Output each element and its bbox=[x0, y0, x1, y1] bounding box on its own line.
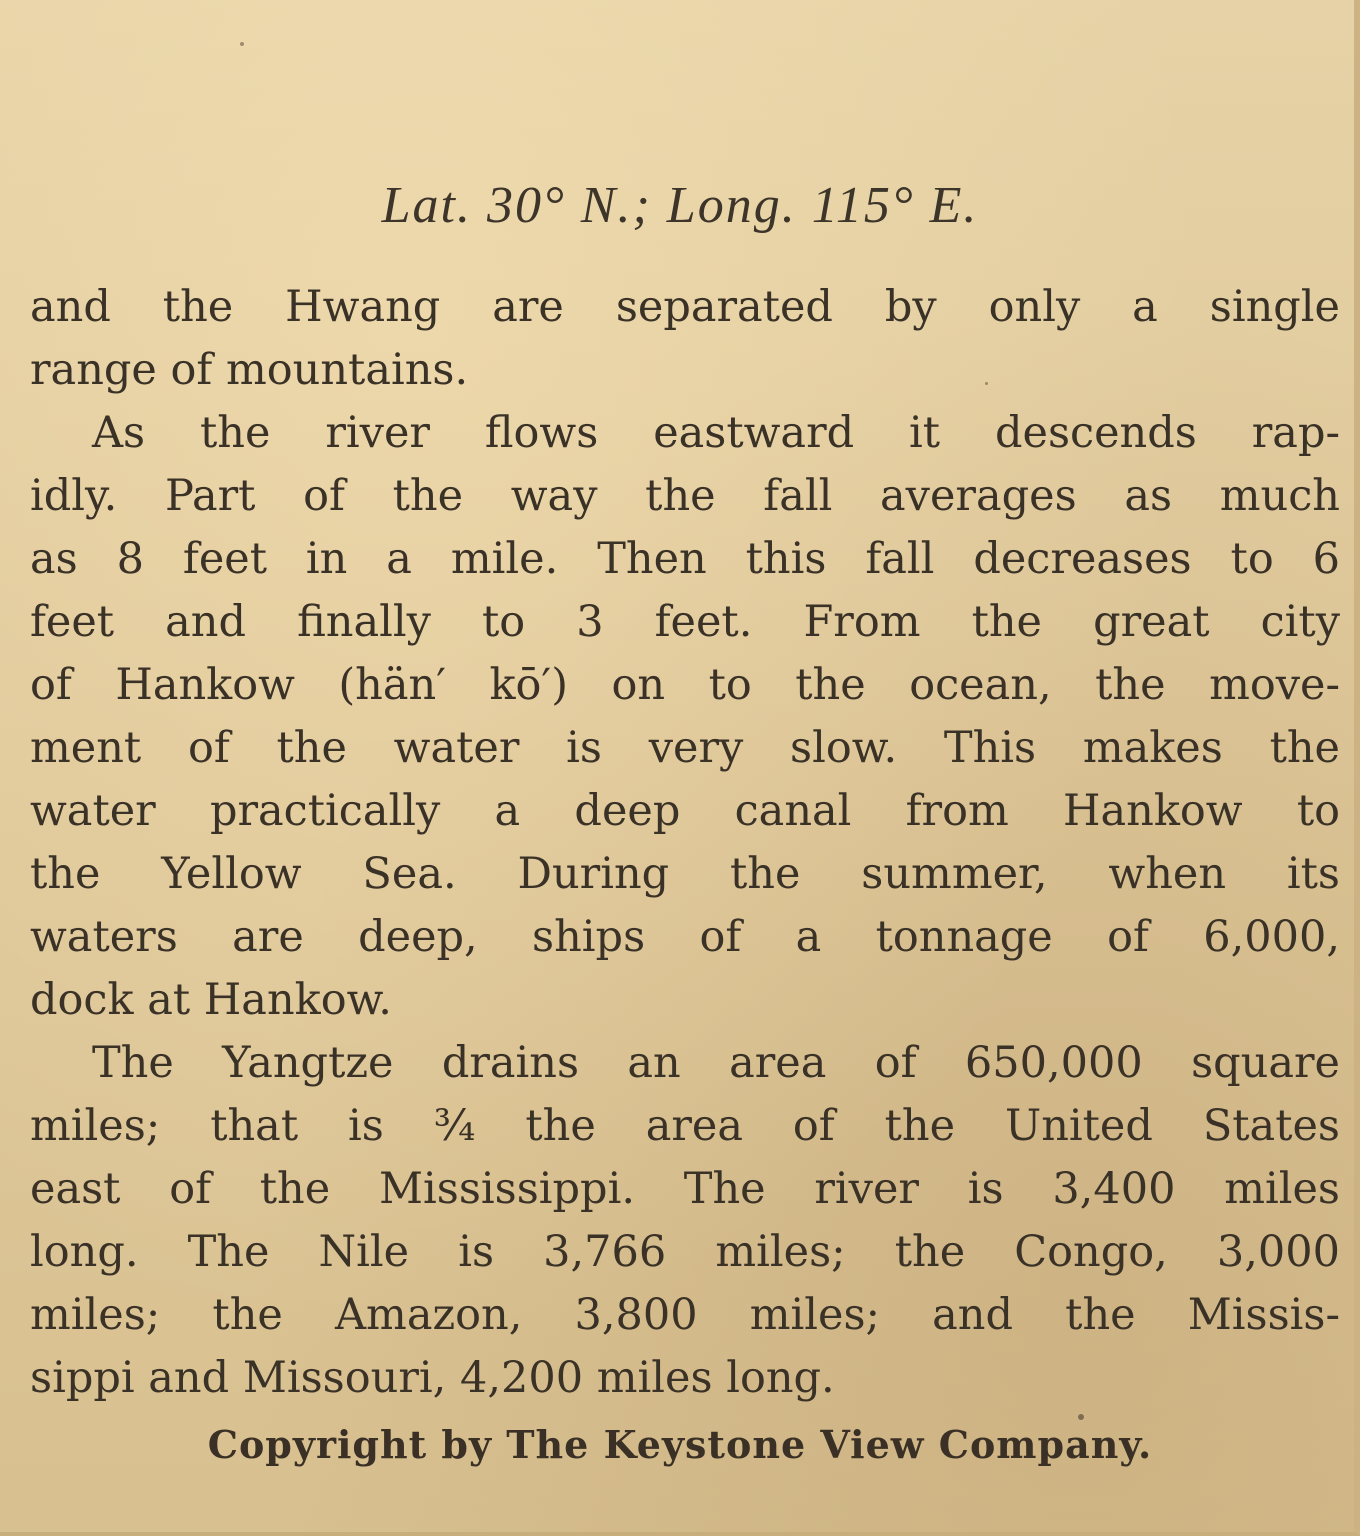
paper-speck bbox=[1078, 1414, 1084, 1420]
text-line: water practically a deep canal from Hankow to bbox=[30, 786, 1340, 836]
coordinates-heading: Lat. 30° N.; Long. 115° E. bbox=[381, 177, 979, 234]
text-line: dock at Hankow. bbox=[30, 975, 392, 1025]
text-line: As the river flows eastward it descends rap- bbox=[92, 408, 1340, 458]
paper-speck bbox=[240, 42, 244, 46]
text-line: and the Hwang are separated by only a single bbox=[30, 282, 1340, 332]
text-line: ment of the water is very slow. This makes the bbox=[30, 723, 1340, 773]
text-line: east of the Mississippi. The river is 3,400 miles bbox=[30, 1164, 1340, 1214]
text-line: The Yangtze drains an area of 650,000 square bbox=[92, 1038, 1340, 1088]
text-line: miles; the Amazon, 3,800 miles; and the Missis- bbox=[30, 1290, 1340, 1340]
text-line: as 8 feet in a mile. Then this fall decreases to 6 bbox=[30, 534, 1340, 584]
text-line: idly. Part of the way the fall averages as much bbox=[30, 471, 1340, 521]
text-line: of Hankow (hän′ kō′) on to the ocean, the move- bbox=[30, 660, 1340, 710]
text-line: feet and finally to 3 feet. From the great city bbox=[30, 597, 1340, 647]
text-line: range of mountains. bbox=[30, 345, 469, 395]
body-text bbox=[30, 276, 1340, 1410]
text-line: long. The Nile is 3,766 miles; the Congo, 3,000 bbox=[30, 1227, 1340, 1277]
paper-speck bbox=[985, 382, 988, 385]
text-line: the Yellow Sea. During the summer, when its bbox=[30, 849, 1340, 899]
text-line: sippi and Missouri, 4,200 miles long. bbox=[30, 1353, 835, 1403]
text-line: waters are deep, ships of a tonnage of 6,000, bbox=[30, 912, 1340, 962]
text-line: miles; that is ¾ the area of the United States bbox=[30, 1101, 1340, 1151]
copyright-footer: Copyright by The Keystone View Company. bbox=[207, 1422, 1153, 1467]
